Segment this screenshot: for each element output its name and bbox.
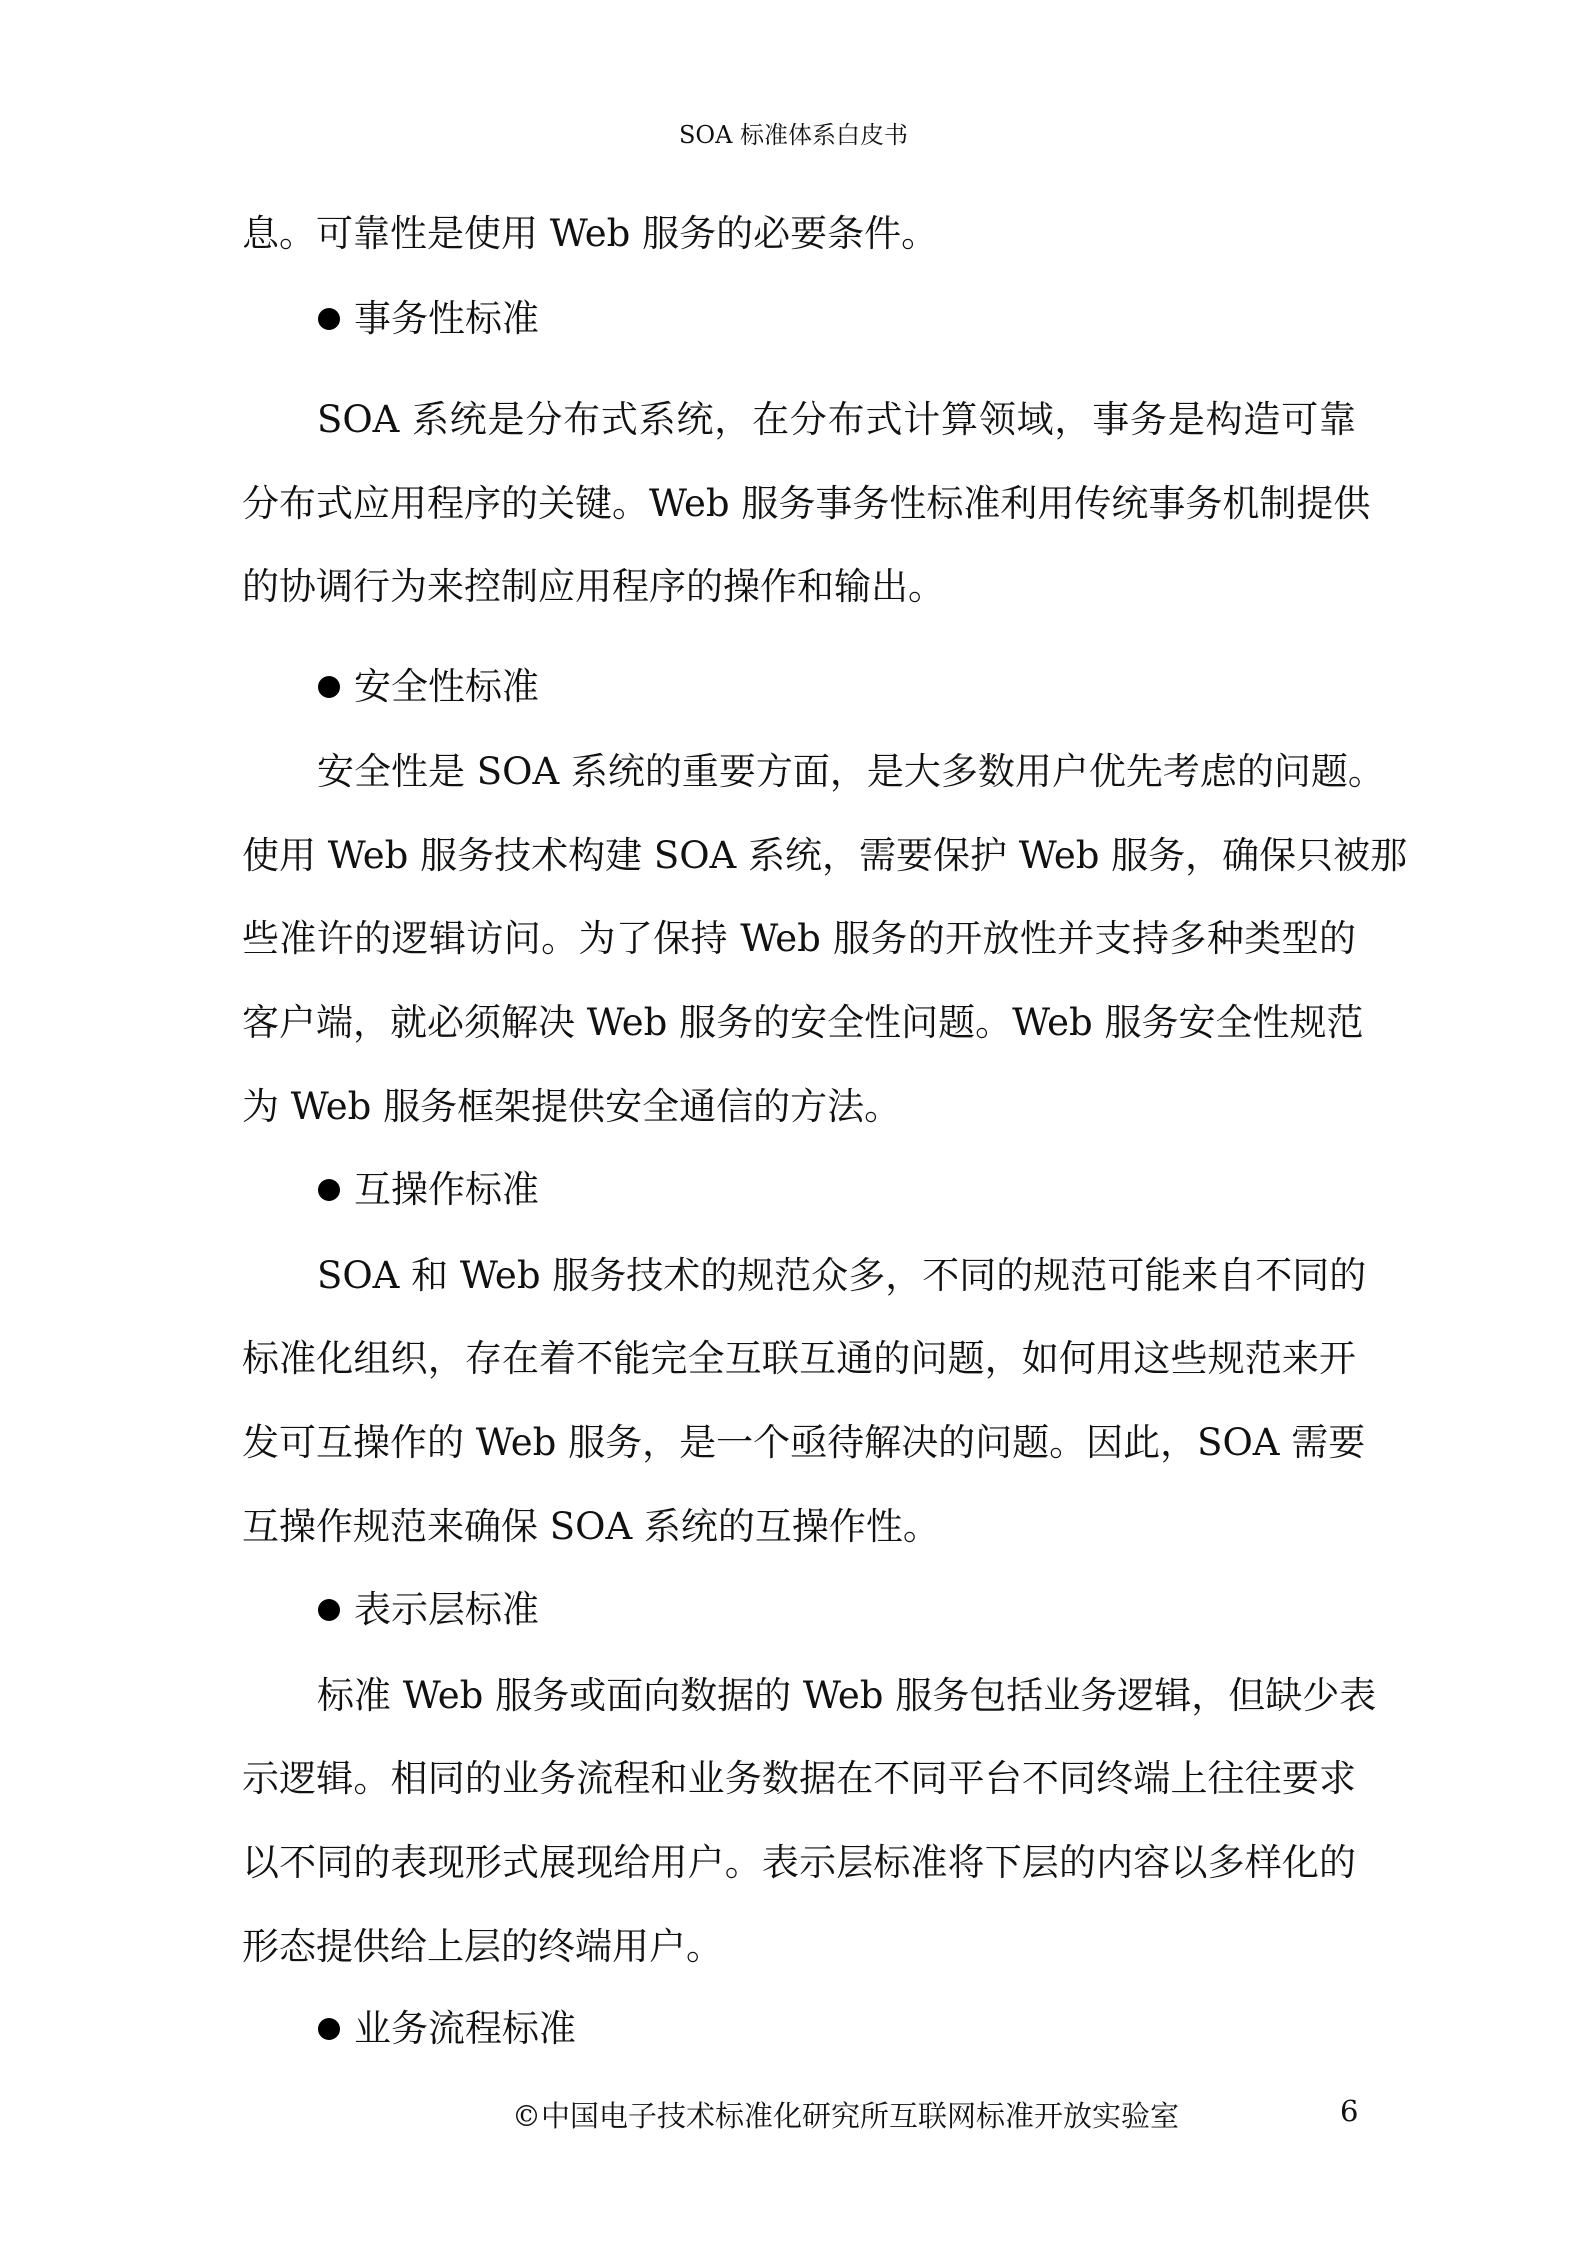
bullet-icon xyxy=(318,1179,340,1201)
bullet-icon xyxy=(318,308,340,330)
footer-copyright: ©中国电子技术标准化研究所互联网标准开放实验室 xyxy=(512,2099,1180,2133)
bullet-icon xyxy=(318,1599,340,1621)
paragraph-line: 标准化组织，存在着不能完全互联互通的问题，如何用这些规范来开 xyxy=(242,1337,1356,1380)
paragraph-line: 以不同的表现形式展现给用户。表示层标准将下层的内容以多样化的 xyxy=(242,1841,1356,1884)
page-number: 6 xyxy=(1340,2094,1359,2128)
paragraph-line: 示逻辑。相同的业务流程和业务数据在不同平台不同终端上往往要求 xyxy=(242,1757,1356,1800)
paragraph-line: 安全性是 SOA 系统的重要方面，是大多数用户优先考虑的问题。 xyxy=(317,750,1385,793)
paragraph-line: 使用 Web 服务技术构建 SOA 系统，需要保护 Web 服务，确保只被那 xyxy=(242,834,1408,877)
paragraph-line: 形态提供给上层的终端用户。 xyxy=(242,1925,723,1968)
bullet-heading-business-process: 业务流程标准 xyxy=(318,2003,576,2055)
paragraph-line: 些准许的逻辑访问。为了保持 Web 服务的开放性并支持多种类型的 xyxy=(242,917,1356,960)
page-header: SOA 标准体系白皮书 xyxy=(678,121,909,149)
bullet-heading-transaction: 事务性标准 xyxy=(318,293,539,345)
bullet-heading-interop: 互操作标准 xyxy=(318,1164,539,1216)
paragraph-line: SOA 和 Web 服务技术的规范众多，不同的规范可能来自不同的 xyxy=(317,1254,1367,1297)
paragraph-line: 息。可靠性是使用 Web 服务的必要条件。 xyxy=(242,212,939,255)
paragraph-line: 标准 Web 服务或面向数据的 Web 服务包括业务逻辑，但缺少表 xyxy=(317,1674,1377,1717)
paragraph-line: 的协调行为来控制应用程序的操作和输出。 xyxy=(242,565,945,608)
paragraph-line: 客户端，就必须解决 Web 服务的安全性问题。Web 服务安全性规范 xyxy=(242,1001,1364,1044)
bullet-heading-security: 安全性标准 xyxy=(318,661,539,713)
paragraph-line: 分布式应用程序的关键。Web 服务事务性标准利用传统事务机制提供 xyxy=(242,482,1371,525)
paragraph-line: SOA 系统是分布式系统，在分布式计算领域，事务是构造可靠 xyxy=(317,398,1356,441)
paragraph-line: 发可互操作的 Web 服务，是一个亟待解决的问题。因此，SOA 需要 xyxy=(242,1421,1366,1464)
bullet-icon xyxy=(318,676,340,698)
paragraph-line: 为 Web 服务框架提供安全通信的方法。 xyxy=(242,1085,902,1128)
paragraph-line: 互操作规范来确保 SOA 系统的互操作性。 xyxy=(242,1505,940,1548)
bullet-icon xyxy=(318,2018,340,2040)
bullet-heading-presentation: 表示层标准 xyxy=(318,1584,539,1636)
